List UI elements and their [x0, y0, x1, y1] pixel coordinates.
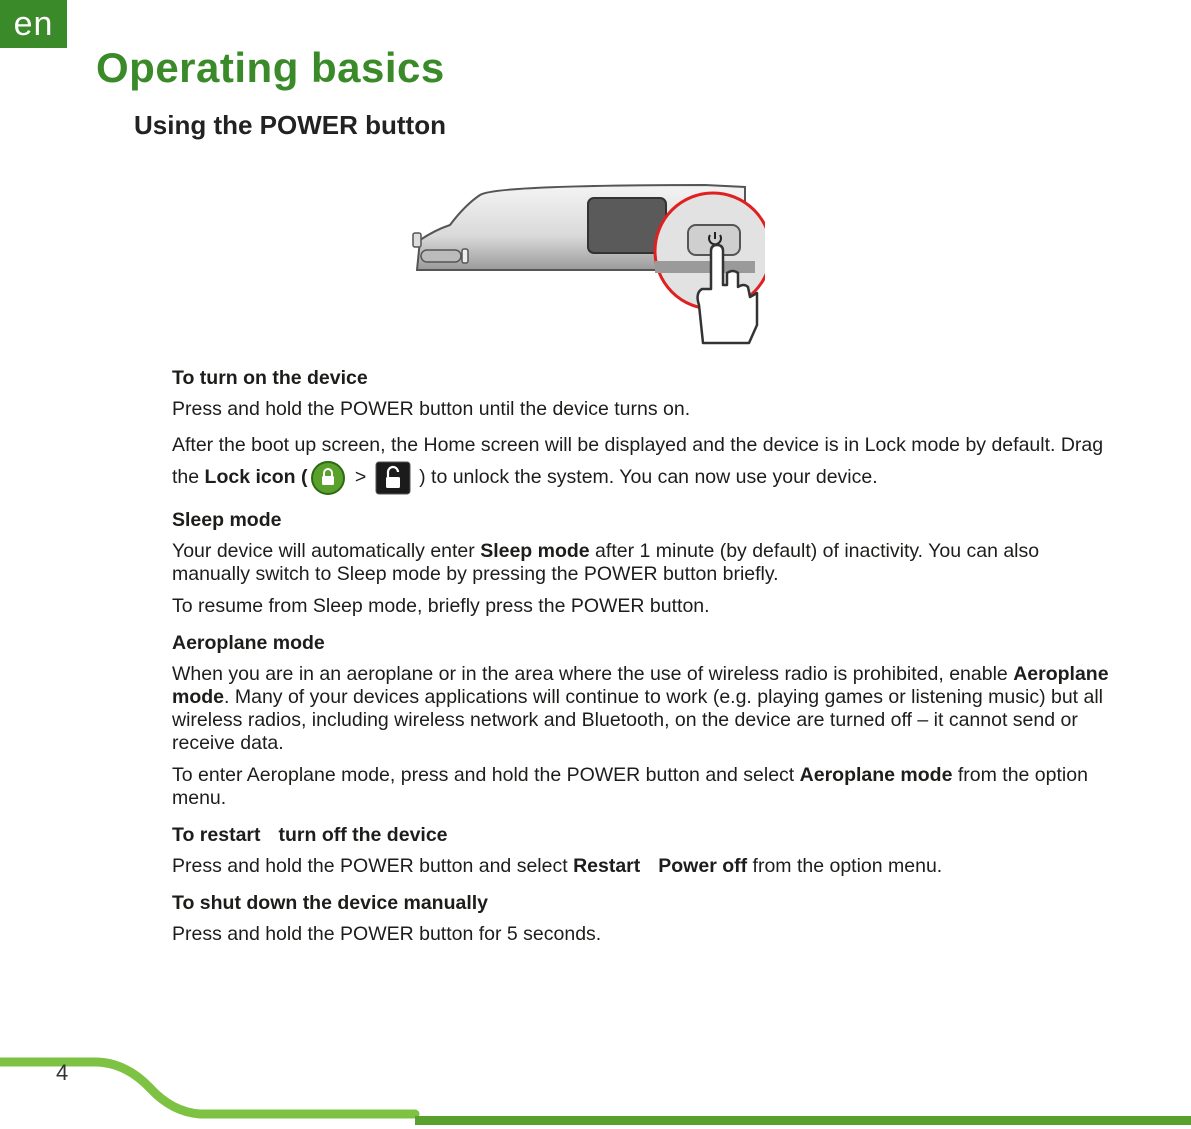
- lock-icon: [310, 461, 346, 495]
- text: To enter Aeroplane mode, press and hold the POWER button and select: [172, 764, 800, 786]
- section-turn-on: [172, 367, 1112, 495]
- text: . Many of your devices applications will continue to work (e.g. playing games or listening music) but all wireless radios, including wireless network and Bluetooth, on the device are turned off – it cannot send or receive data.: [172, 686, 1104, 754]
- text-bold: Aeroplane mode: [172, 663, 1109, 708]
- text: >: [349, 466, 372, 489]
- power-button-illustration: [405, 175, 765, 347]
- section-title: Using the POWER button: [134, 110, 446, 140]
- text: turn off the device: [278, 824, 448, 846]
- paragraph: Press and hold the POWER button until the device turns on.: [172, 398, 691, 420]
- text: after 1 minute (by default) of inactivity. You can also manually switch to Sleep mode by pressing the POWER button briefly.: [172, 540, 1040, 585]
- text-bold: Sleep mode: [480, 540, 590, 562]
- footer-decoration: [0, 1050, 1191, 1129]
- text: After the boot up screen, the Home screen will be displayed and the device is in Lock mode by default. Drag the: [172, 434, 1104, 489]
- paragraph: [172, 540, 1112, 586]
- section-shutdown: [172, 892, 1112, 946]
- page-number: 4: [56, 1060, 69, 1085]
- unlock-icon: [375, 461, 411, 495]
- text: Your device will automatically enter: [172, 540, 481, 562]
- heading-restart: [172, 824, 1112, 847]
- text: from the option menu.: [747, 855, 943, 877]
- text-bold: Restart: [573, 855, 641, 877]
- heading-aeroplane: Aeroplane mode: [172, 632, 325, 654]
- text: To restart: [172, 824, 261, 846]
- paragraph: [172, 430, 1112, 495]
- section-restart: [172, 824, 1112, 878]
- text: from the option menu.: [172, 764, 1088, 809]
- page-title: Operating basics: [96, 44, 445, 91]
- text: Press and hold the POWER button and select: [172, 855, 574, 877]
- text: When you are in an aeroplane or in the area where the use of wireless radio is prohibited, enable: [172, 663, 1014, 685]
- paragraph: To resume from Sleep mode, briefly press the POWER button.: [172, 595, 710, 617]
- content: [172, 367, 1112, 960]
- paragraph: [172, 663, 1112, 755]
- section-sleep: [172, 509, 1112, 618]
- heading-sleep: Sleep mode: [172, 509, 282, 531]
- text: ) to unlock the system. You can now use your device.: [413, 466, 878, 489]
- paragraph: [172, 764, 1112, 810]
- heading-turn-on: To turn on the device: [172, 367, 368, 389]
- section-aeroplane: [172, 632, 1112, 810]
- text-bold: Power off: [658, 855, 748, 877]
- paragraph: [172, 855, 1112, 878]
- text-bold: Aeroplane mode: [799, 764, 953, 786]
- paragraph: Press and hold the POWER button for 5 seconds.: [172, 923, 602, 945]
- text-bold: Lock icon (: [204, 466, 308, 489]
- heading-shutdown: To shut down the device manually: [172, 892, 489, 914]
- language-tab: en: [0, 0, 67, 48]
